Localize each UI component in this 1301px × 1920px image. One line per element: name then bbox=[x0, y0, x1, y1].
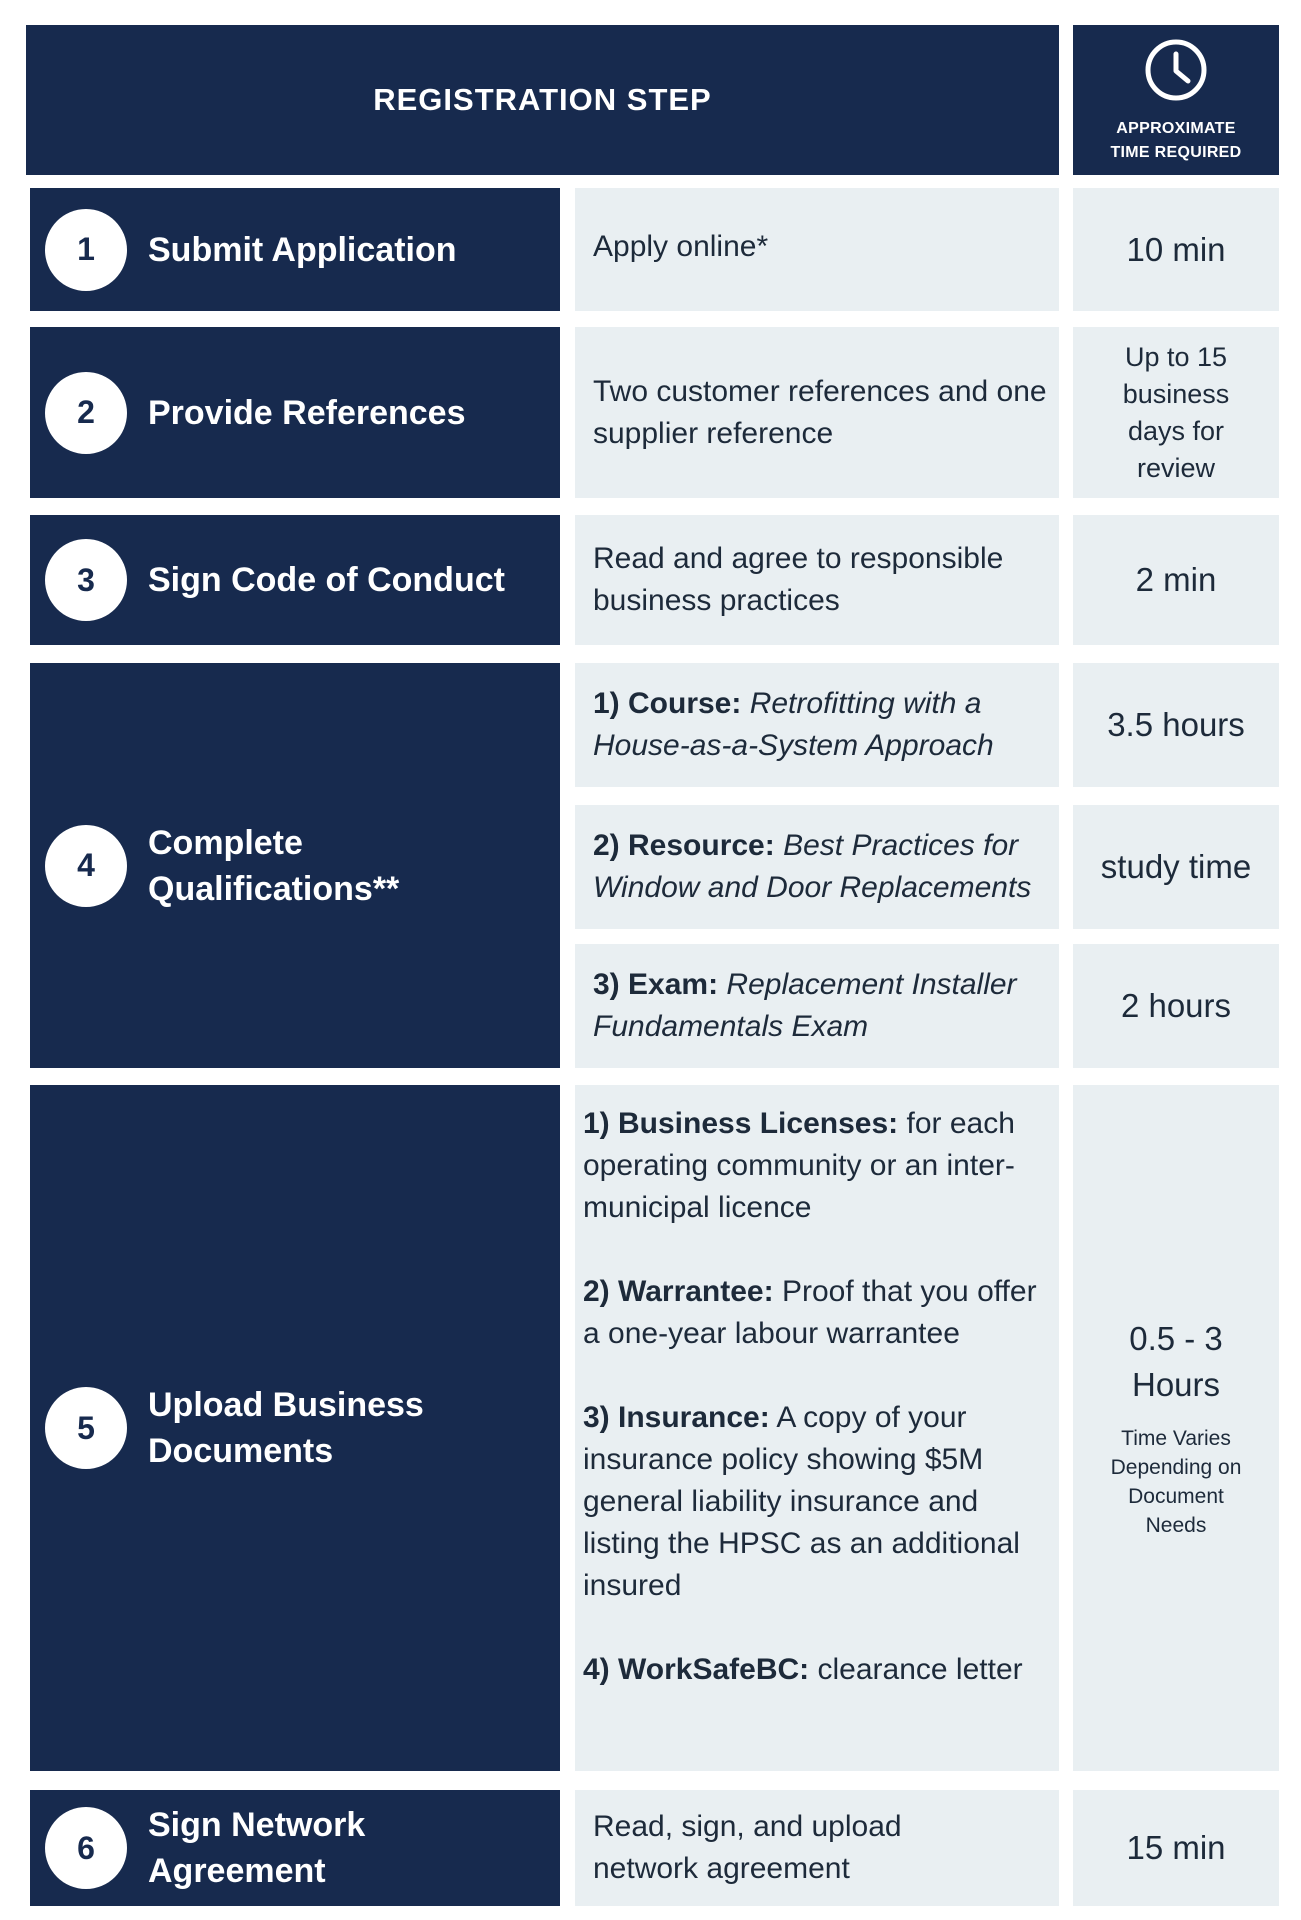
step-1-description bbox=[575, 188, 1059, 311]
step-4-item-3-time-text: 2 hours bbox=[1120, 987, 1232, 1024]
step-2-number-badge: 2 bbox=[45, 372, 127, 454]
step-2-title: Provide References bbox=[148, 393, 466, 432]
step-1-cell bbox=[30, 188, 560, 311]
step-6-description-text: Read, sign, and upload network agreement bbox=[593, 1810, 902, 1885]
step-5-time bbox=[1073, 1085, 1279, 1771]
step-2-time-text: Up to 15 business days for review bbox=[1122, 341, 1230, 483]
step-4-item-1 bbox=[575, 663, 1059, 787]
step-5-item-1-label: 1) Business Licenses: bbox=[583, 1107, 899, 1140]
step-5-title: Upload Business Documents bbox=[148, 1386, 424, 1470]
step-2-cell bbox=[30, 327, 560, 498]
step-4-title: Complete Qualifications** bbox=[148, 823, 400, 908]
step-2-description bbox=[575, 327, 1059, 498]
step-5-time-note: Time Varies Depending on Document Needs bbox=[1110, 1427, 1242, 1537]
step-1-number-badge: 1 bbox=[45, 209, 127, 291]
step-5-item-2-body: Proof that you offer a one-year labour warrantee bbox=[583, 1275, 1037, 1350]
step-5-item-4-label: 4) WorkSafeBC: bbox=[583, 1653, 810, 1686]
step-5-item-3-body: A copy of your insurance policy showing $5M general liability insurance and listing the HPSC as an additional insured bbox=[583, 1401, 1020, 1602]
step-4-item-2-label: 2) Resource: bbox=[593, 829, 775, 862]
step-4-item-2-time-text: study time bbox=[1100, 848, 1252, 885]
step-5-time-text: 0.5 - 3 Hours bbox=[1129, 1320, 1223, 1403]
step-1-title: Submit Application bbox=[148, 230, 457, 269]
step-3-time bbox=[1073, 515, 1279, 645]
step-5-item-1-body: for each operating community or an inter-municipal licence bbox=[583, 1107, 1015, 1224]
step-4-item-1-body: Retrofitting with a House-as-a-System Approach bbox=[593, 687, 994, 762]
step-6-time bbox=[1073, 1790, 1279, 1906]
time-title-line2: TIME REQUIRED bbox=[1110, 144, 1242, 161]
step-4-item-1-time bbox=[1073, 663, 1279, 787]
step-4-item-3-label: 3) Exam: bbox=[593, 968, 719, 1001]
time-required-title bbox=[1110, 117, 1241, 165]
step-4-item-1-text bbox=[593, 683, 1047, 767]
step-2-description-text: Two customer references and one supplier reference bbox=[593, 374, 1047, 450]
step-6-description bbox=[575, 1790, 1059, 1906]
step-2-time bbox=[1073, 327, 1279, 498]
step-4-number-badge: 4 bbox=[45, 825, 127, 907]
step-5-cell bbox=[30, 1085, 560, 1771]
step-3-description-text: Read and agree to responsible business practices bbox=[593, 542, 1004, 617]
step-5-item-2-label: 2) Warrantee: bbox=[583, 1275, 774, 1308]
step-4-item-3 bbox=[575, 944, 1059, 1068]
step-6-time-text: 15 min bbox=[1126, 1829, 1226, 1866]
step-4-item-1-label: 1) Course: bbox=[593, 687, 742, 720]
step-4-item-3-time bbox=[1073, 944, 1279, 1068]
step-1-time bbox=[1073, 188, 1279, 311]
step-1-time-text: 10 min bbox=[1126, 230, 1226, 268]
step-5-description bbox=[575, 1085, 1059, 1771]
step-6-number-badge: 6 bbox=[45, 1807, 127, 1889]
step-6-cell bbox=[30, 1790, 560, 1906]
step-4-item-2-time bbox=[1073, 805, 1279, 929]
clock-icon bbox=[1143, 37, 1209, 103]
step-4-cell bbox=[30, 663, 560, 1068]
step-1-description-text: Apply online* bbox=[593, 230, 769, 263]
step-3-description bbox=[575, 515, 1059, 645]
time-required-header bbox=[1073, 25, 1279, 175]
step-4-item-2-text bbox=[593, 825, 1047, 909]
step-5-item-4 bbox=[583, 1649, 1047, 1691]
step-3-time-text: 2 min bbox=[1135, 561, 1217, 598]
step-4-item-3-body: Replacement Installer Fundamentals Exam bbox=[593, 968, 1017, 1043]
step-4-item-2 bbox=[575, 805, 1059, 929]
registration-step-title: REGISTRATION STEP bbox=[373, 82, 712, 117]
step-5-item-3 bbox=[583, 1397, 1047, 1607]
step-4-item-2-body: Best Practices for Window and Door Replacements bbox=[593, 829, 1032, 904]
step-6-title: Sign Network Agreement bbox=[148, 1806, 366, 1890]
step-5-item-1 bbox=[583, 1103, 1047, 1229]
step-5-item-4-body: clearance letter bbox=[817, 1653, 1023, 1686]
step-3-number-badge: 3 bbox=[45, 539, 127, 621]
time-title-line1: APPROXIMATE bbox=[1116, 120, 1236, 137]
step-3-cell bbox=[30, 515, 560, 645]
step-4-item-3-text bbox=[593, 964, 1047, 1048]
step-5-item-2 bbox=[583, 1271, 1047, 1355]
step-3-title: Sign Code of Conduct bbox=[148, 561, 505, 599]
registration-step-header bbox=[26, 25, 1059, 175]
step-4-item-1-time-text: 3.5 hours bbox=[1107, 706, 1245, 743]
step-5-number-badge: 5 bbox=[45, 1387, 127, 1469]
step-5-item-3-label: 3) Insurance: bbox=[583, 1401, 770, 1434]
